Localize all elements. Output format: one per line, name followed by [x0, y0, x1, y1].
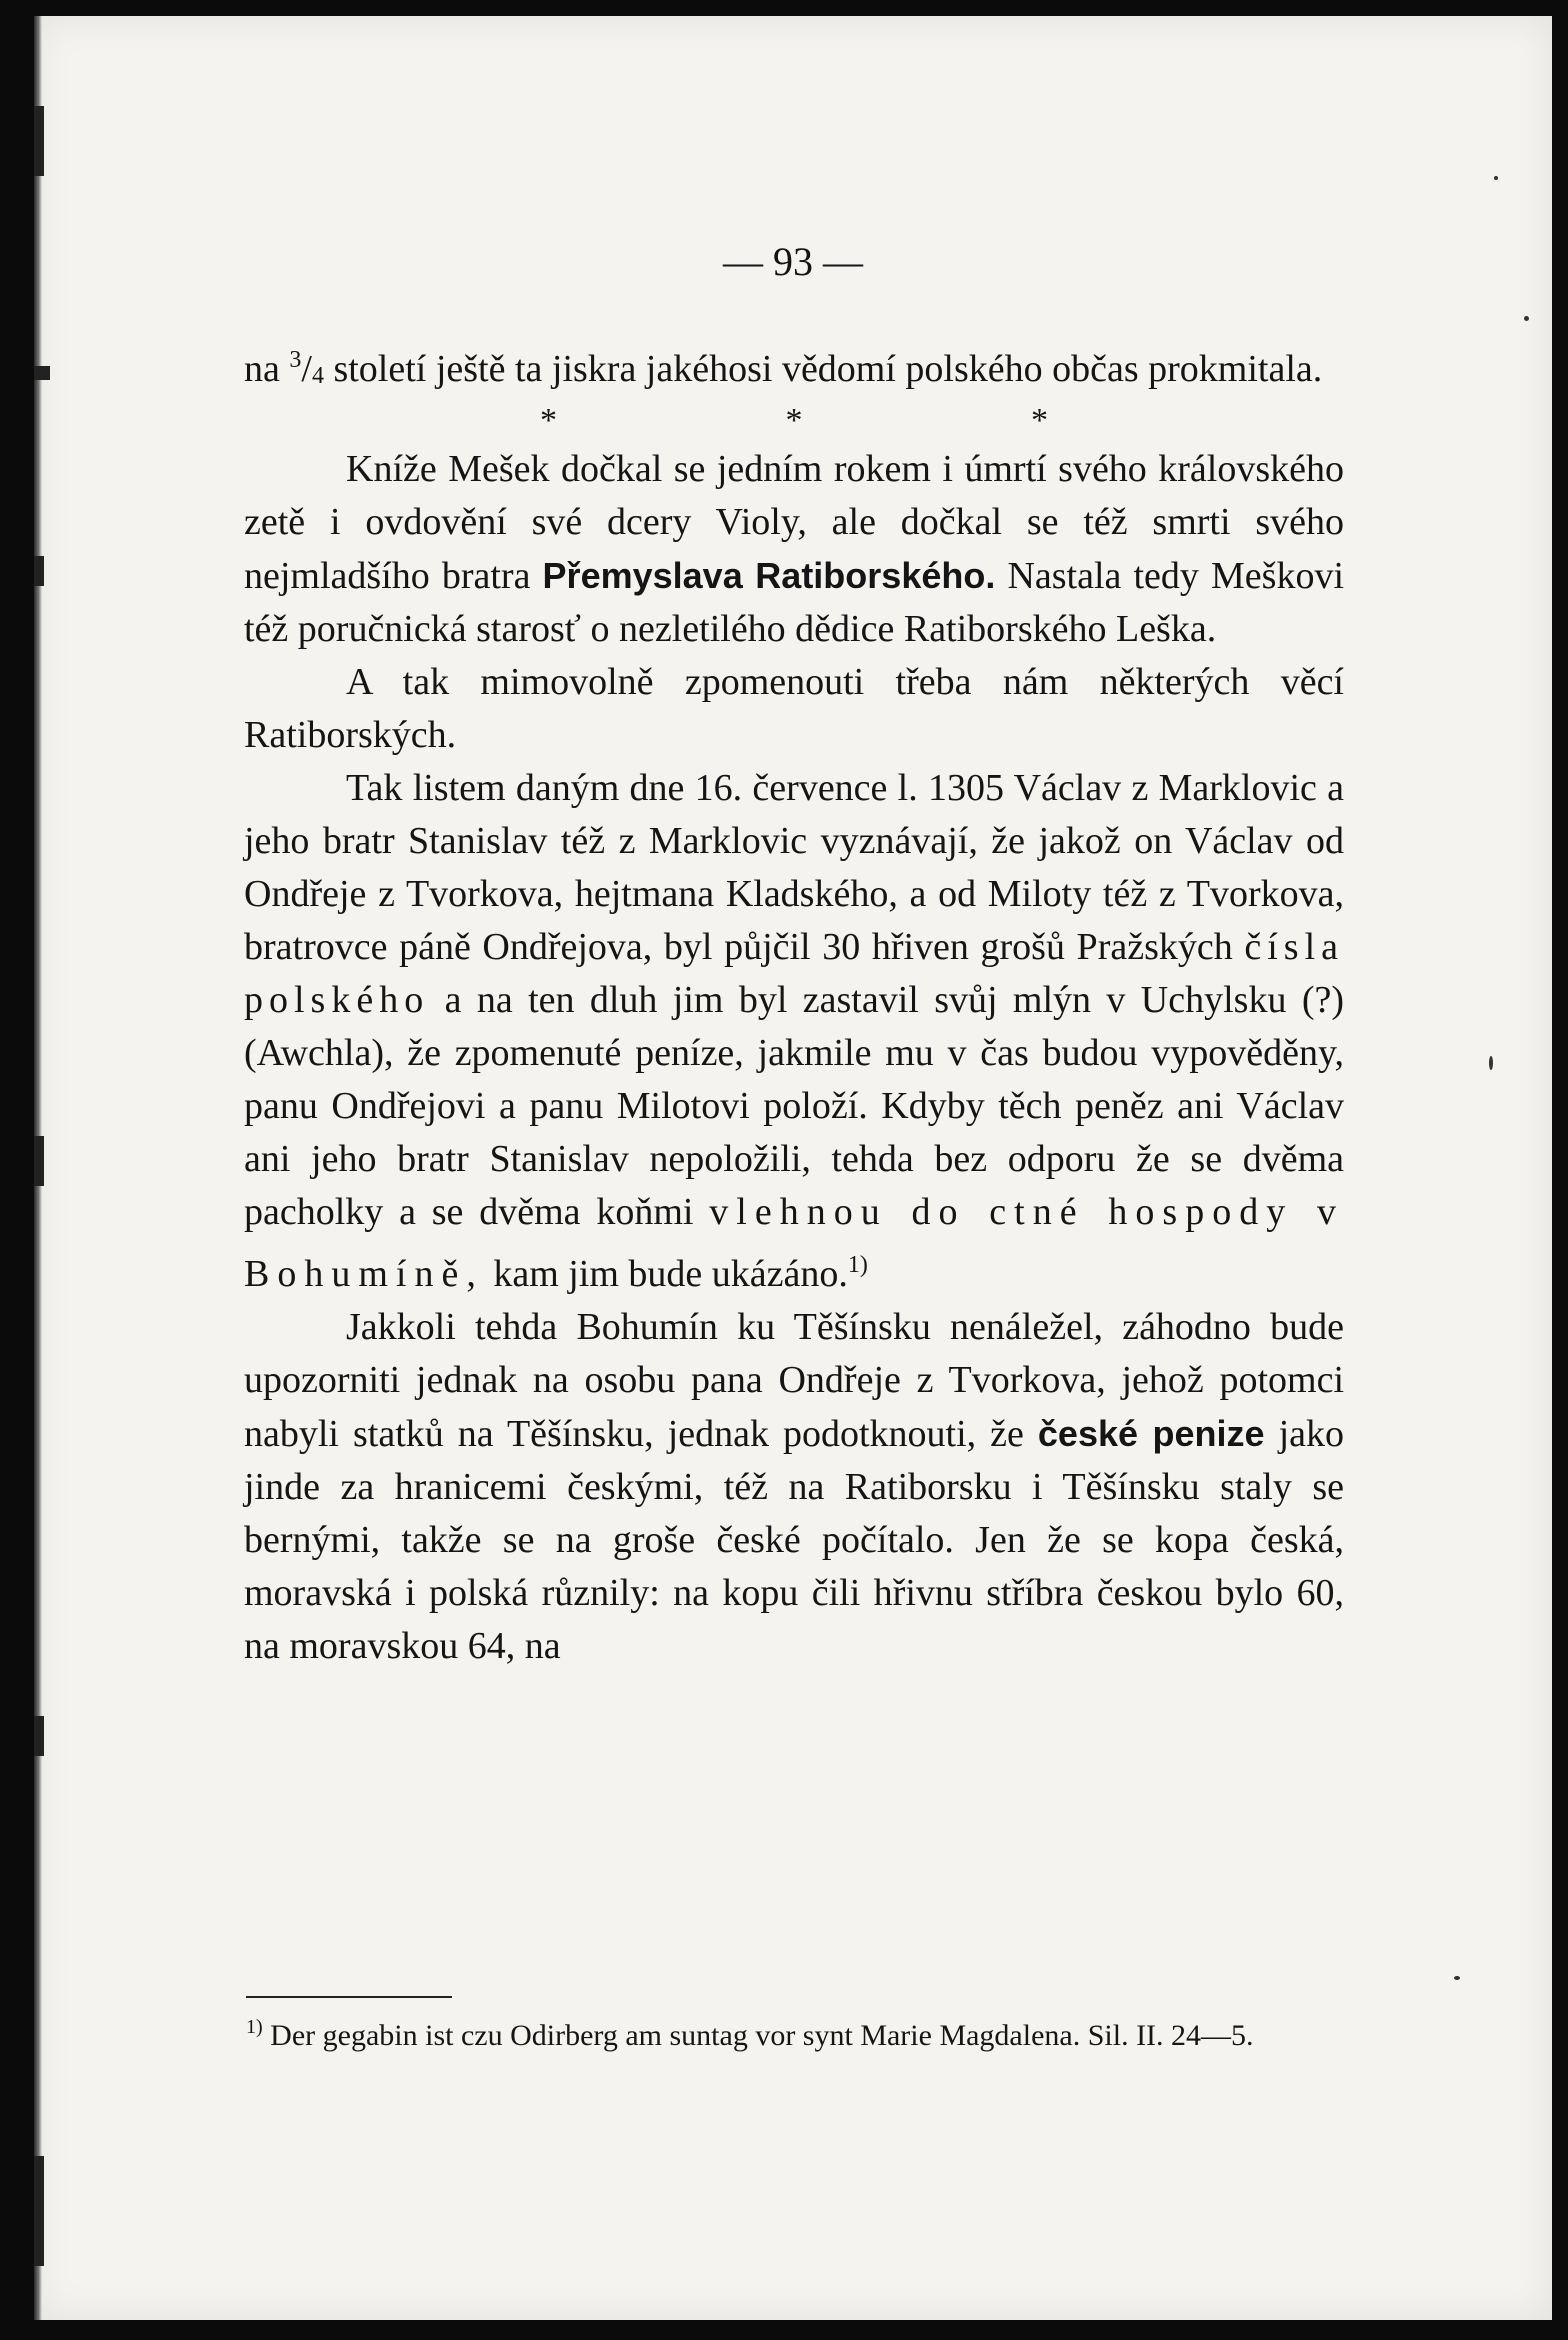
edge-mark	[34, 1136, 44, 1186]
paper-speck	[1524, 316, 1529, 321]
paragraph-1-start: na	[244, 348, 290, 390]
section-separator: * * *	[540, 402, 1158, 439]
fraction: $^3/_4$	[289, 347, 324, 390]
paragraph-2-text-a: Kníže Mešek dočkal se jedním rokem i úmrtí svého královského zetě i ovdovění své dcery Violy, ale dočkal se též smrti svého nejmladšího bratra	[244, 448, 1344, 597]
paragraph-4-wide: vlehnou do ctné hospody v Bohumíně,	[244, 1191, 1344, 1295]
paragraph-4-text-c: kam jim bude ukázáno.	[483, 1253, 848, 1295]
paragraph-4-text-a: Tak listem daným dne 16. července l. 1305 Václav z Marklovic a jeho bratr Stanislav též z Marklovic vyznávají, že jakož on Václav od Ondřeje z Tvorkova, hejtmana Kladského, a od Miloty též z Tvorkova, bratrovce páně Ondřejova, byl půjčil 30 hřiven grošů Pražských	[244, 767, 1344, 968]
paragraph-1-rest: století ještě ta jiskra jakéhosi vědomí polského občas prokmitala.	[323, 348, 1323, 390]
footnote-text: Der gegabin ist czu Odirberg am suntag vor synt Marie Magdalena. Sil. II. 24—5.	[262, 2019, 1254, 2052]
footnote	[246, 2006, 1346, 2057]
paper-speck	[1489, 1056, 1493, 1070]
body-text	[244, 334, 1344, 1673]
paragraph-5	[244, 1301, 1344, 1673]
edge-mark	[34, 106, 44, 176]
paragraph-3: A tak mimovolně zpomenouti třeba nám některých věcí Ratiborských.	[244, 661, 1344, 756]
paragraph-2-bold: Přemyslava Ratiborského.	[542, 555, 996, 596]
paragraph-5-text-a: Jakkoli tehda Bohumín ku Těšínsku nenáležel, záhodno bude upozorniti jednak na osobu pana Ondřeje z Tvorkova, jehož potomci nabyli statků na Těšínsku, jednak podotknouti, že	[244, 1306, 1344, 1455]
paragraph-5-bold: české penize	[1037, 1413, 1265, 1454]
page-number: — 93 —	[723, 239, 863, 284]
paper-speck	[1454, 1976, 1460, 1980]
page	[34, 16, 1552, 2320]
paragraph-5-text-b: jako jinde za hranicemi českými, též na Ratiborsku i Těšínsku staly se bernými, takže se na groše české počítalo. Jen že se kopa česká, moravská i polská různily: na kopu čili hřivnu stříbra českou bylo 60, na moravskou 64, na	[244, 1413, 1344, 1667]
edge-mark	[34, 366, 50, 380]
footnote-reference: 1)	[847, 1252, 868, 1278]
paragraph-4-text-b: a na ten dluh jim byl zastavil svůj mlýn v Uchylsku (?) (Awchla), že zpomenuté peníze, jakmile mu v čas budou vypověděny, panu Ondřejovi a panu Milotovi položí. Kdyby těch peněz ani Václav ani jeho bratr Stanislav nepoložili, tehda bez odporu že se dvěma pacholky a se dvěma koňmi	[244, 979, 1344, 1233]
fraction-denominator: 4	[311, 363, 324, 389]
edge-mark	[34, 1716, 44, 1756]
paragraph-2	[244, 443, 1344, 656]
paragraph-4-spaced: čísla polského	[244, 926, 1344, 1021]
paragraph-4	[244, 762, 1344, 1301]
edge-mark	[34, 556, 44, 586]
footnote-number: 1)	[246, 2016, 263, 2038]
fraction-numerator: 3	[289, 347, 302, 373]
paragraph-2-text-b: Nastala tedy Meškovi též poručnická starosť o nezletilého dědice Ratiborského Leška.	[244, 555, 1345, 650]
paper-speck	[1494, 176, 1498, 180]
footnote-rule	[246, 1996, 452, 1998]
edge-mark	[34, 2156, 44, 2266]
